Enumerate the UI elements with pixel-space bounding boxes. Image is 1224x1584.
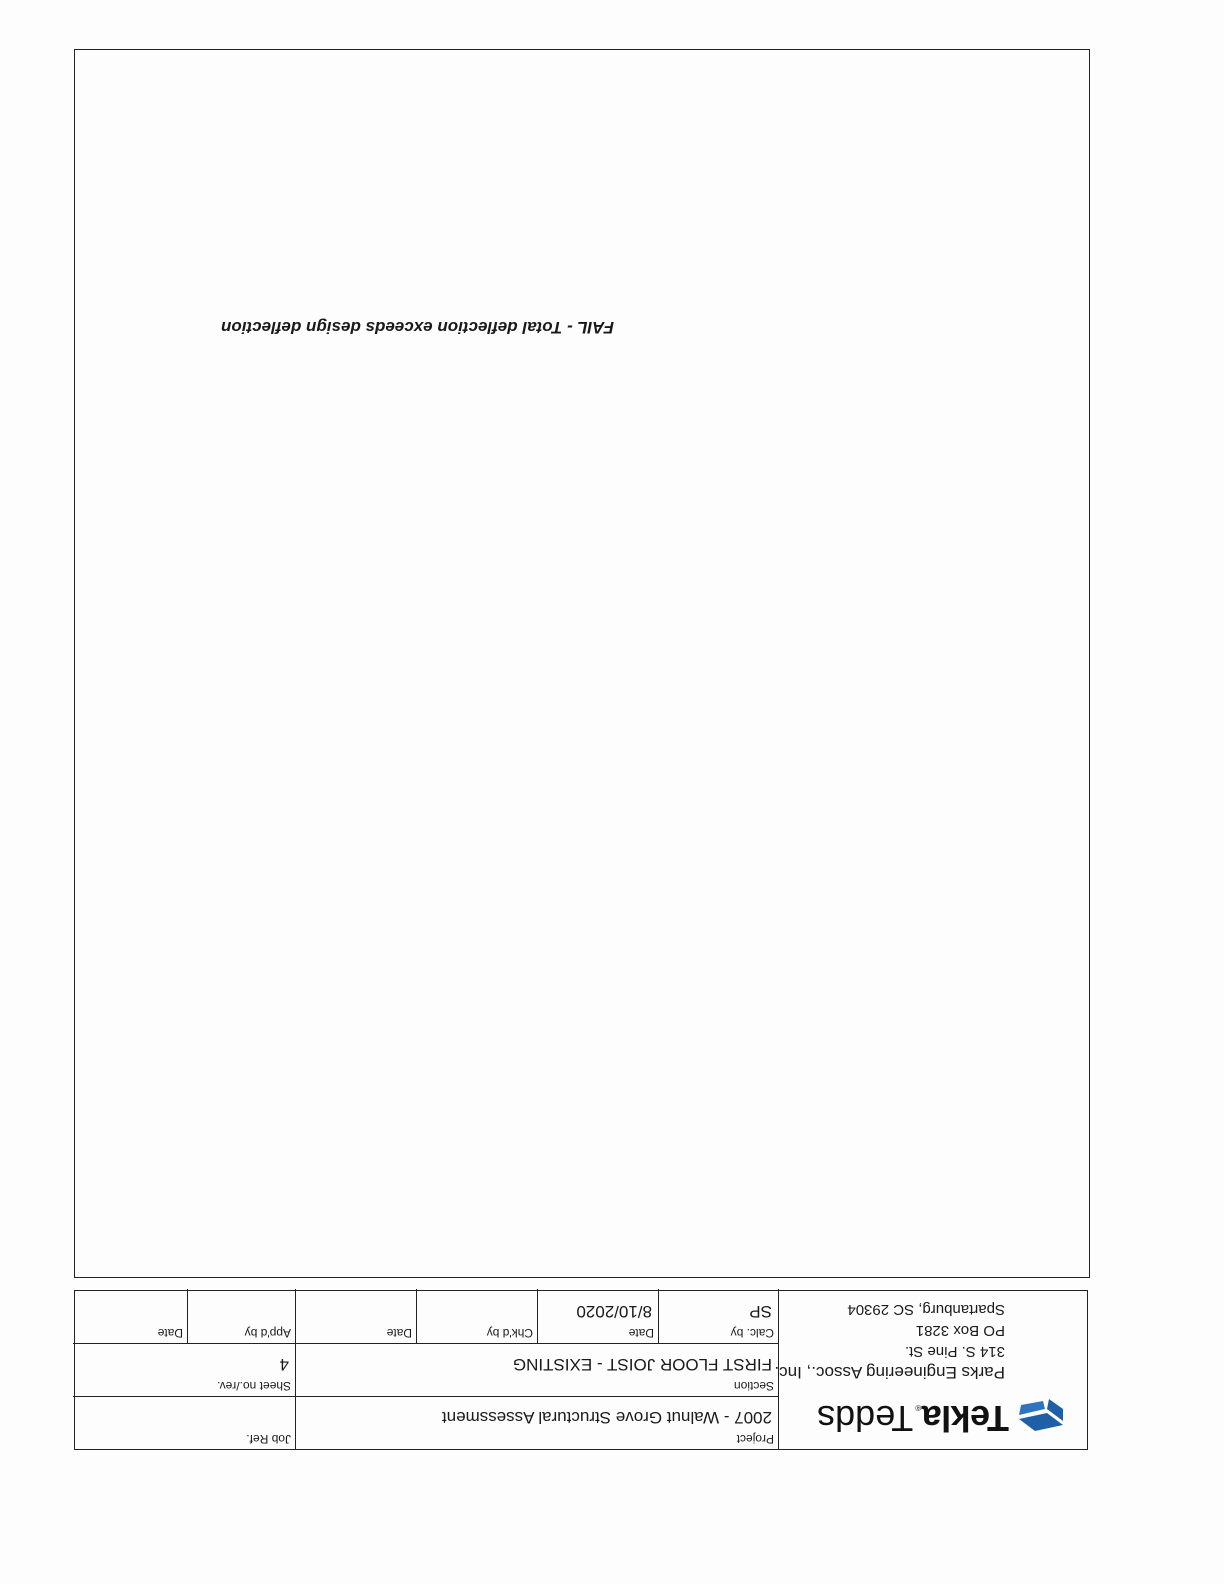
job-ref-cell <box>73 1397 295 1449</box>
address-line-3: Spartanburg, SC 29304 <box>847 1301 1005 1318</box>
company-cell <box>774 1289 1087 1449</box>
calc-date-cell <box>537 1289 658 1343</box>
sheet-value: 4 <box>279 1355 289 1374</box>
job-ref-label: Job Ref. <box>246 1432 291 1446</box>
calc-by-value: SP <box>749 1302 772 1321</box>
calculation-area <box>74 49 1090 1278</box>
project-cell <box>295 1397 778 1449</box>
section-cell <box>295 1344 778 1396</box>
appd-date-label: Date <box>157 1326 183 1340</box>
result-statement: FAIL - Total deflection exceeds design deflection <box>221 318 614 337</box>
section-label: Section <box>733 1379 774 1393</box>
chkd-by-label: Chk'd by <box>486 1326 533 1340</box>
logo-registered-mark: ® <box>915 1403 922 1412</box>
chkd-by-cell <box>416 1289 537 1343</box>
company-address <box>774 1299 1005 1383</box>
project-label: Project <box>736 1432 774 1446</box>
tekla-logo-icon <box>1017 1397 1065 1435</box>
appd-date-cell <box>73 1289 187 1343</box>
title-block <box>74 1290 1088 1450</box>
signoff-row <box>73 1289 778 1343</box>
appd-by-label: App'd by <box>244 1326 291 1340</box>
logo-word-tedds: Tedds <box>817 1398 914 1439</box>
calc-by-label: Calc. by <box>730 1326 774 1340</box>
sheet-cell <box>73 1344 295 1396</box>
section-row <box>73 1343 778 1396</box>
company-name: Parks Engineering Assoc., Inc. <box>774 1363 1005 1382</box>
appd-by-cell <box>187 1289 295 1343</box>
section-value: FIRST FLOOR JOIST - EXISTING <box>512 1355 772 1374</box>
chkd-date-cell <box>295 1289 416 1343</box>
address-line-1: 314 S. Pine St. <box>904 1343 1005 1360</box>
calc-date-label: Date <box>628 1326 654 1340</box>
sheet-label: Sheet no./rev. <box>217 1379 291 1393</box>
logo-word-tekla: Tekla <box>922 1398 1009 1439</box>
chkd-date-label: Date <box>386 1326 412 1340</box>
address-line-2: PO Box 3281 <box>915 1322 1005 1339</box>
calc-date-value: 8/10/2020 <box>576 1302 652 1321</box>
project-row <box>73 1396 778 1449</box>
tekla-tedds-logo <box>817 1397 1065 1439</box>
calc-by-cell <box>658 1289 778 1343</box>
project-value: 2007 - Walnut Grove Structural Assessment <box>441 1408 772 1427</box>
